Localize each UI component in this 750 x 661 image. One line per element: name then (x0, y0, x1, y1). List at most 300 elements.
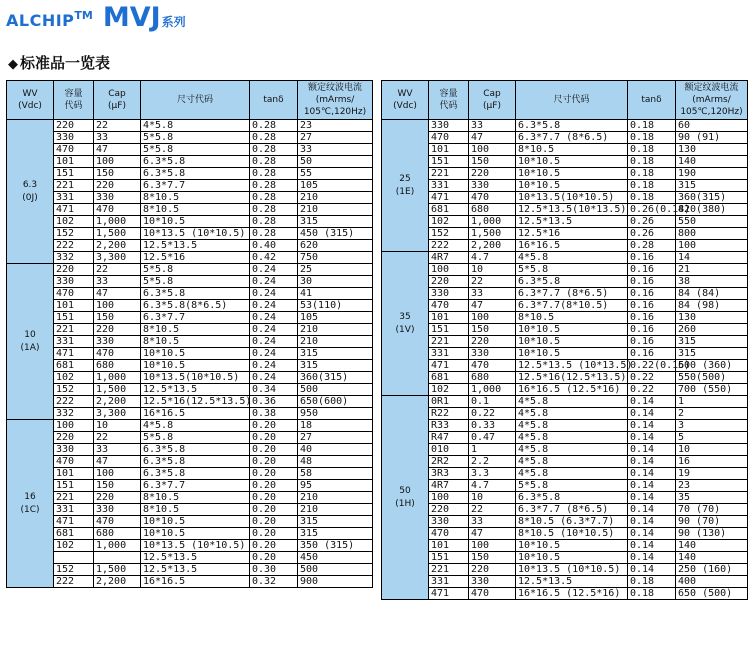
voltage-code: (0J) (22, 192, 38, 203)
cell-size: 10*10.5 (516, 168, 628, 180)
cell-code: 471 (429, 588, 469, 600)
cell-ripple: 130 (676, 312, 748, 324)
table-row (7, 576, 373, 588)
cell-code: 471 (54, 348, 94, 360)
cell-tan: 0.20 (250, 468, 298, 480)
cell-size: 12.5*16 (516, 228, 628, 240)
cell-tan: 0.16 (628, 336, 676, 348)
table-row (382, 324, 748, 336)
cell-ripple: 360(315) (298, 372, 373, 384)
cell-cap: 330 (94, 192, 141, 204)
cell-code: 332 (54, 408, 94, 420)
cell-code: 102 (54, 540, 94, 552)
cell-ripple: 19 (676, 468, 748, 480)
table-row (382, 396, 748, 408)
cell-size: 6.3*5.8 (141, 168, 250, 180)
cell-ripple: 38 (676, 276, 748, 288)
cell-ripple: 90 (130) (676, 528, 748, 540)
cell-tan: 0.42 (250, 252, 298, 264)
cell-code: 102 (54, 216, 94, 228)
cell-size: 10*10.5 (516, 324, 628, 336)
cell-tan: 0.28 (250, 168, 298, 180)
table-row (382, 576, 748, 588)
table-row (382, 192, 748, 204)
cell-tan: 0.22(0.16) (628, 360, 676, 372)
cell-ripple: 450 (315) (298, 228, 373, 240)
table-header-row (7, 81, 373, 120)
cell-ripple: 190 (676, 168, 748, 180)
cell-cap: 150 (94, 312, 141, 324)
cell-code: 221 (54, 324, 94, 336)
cell-tan: 0.38 (250, 408, 298, 420)
cell-ripple: 70 (70) (676, 504, 748, 516)
cell-tan: 0.24 (250, 276, 298, 288)
cell-cap: 1,500 (94, 564, 141, 576)
cell-tan: 0.20 (250, 516, 298, 528)
cell-tan: 0.34 (250, 384, 298, 396)
cell-ripple: 900 (298, 576, 373, 588)
cell-code: 151 (54, 312, 94, 324)
table-row (7, 396, 373, 408)
cell-size: 6.3*5.8 (516, 492, 628, 504)
cell-size: 5*5.8 (141, 144, 250, 156)
cell-ripple: 700 (550) (676, 384, 748, 396)
brand-logo (6, 2, 186, 36)
header-wv: WV (Vdc) (382, 81, 429, 120)
cell-size: 10*10.5 (141, 360, 250, 372)
cell-ripple: 210 (298, 204, 373, 216)
cell-cap: 3,300 (94, 252, 141, 264)
cell-cap: 33 (94, 132, 141, 144)
cell-tan: 0.14 (628, 552, 676, 564)
table-row (7, 336, 373, 348)
table-row (382, 300, 748, 312)
table-row (7, 420, 373, 432)
cell-ripple: 23 (298, 120, 373, 132)
voltage-code: (1V) (395, 324, 415, 335)
cell-ripple: 10 (676, 444, 748, 456)
cell-size: 6.3*5.8 (516, 276, 628, 288)
cell-cap: 22 (94, 120, 141, 132)
cell-ripple: 33 (298, 144, 373, 156)
cell-code: 221 (429, 168, 469, 180)
cell-size: 5*5.8 (516, 480, 628, 492)
cell-ripple: 260 (676, 324, 748, 336)
table-row (7, 492, 373, 504)
cell-tan: 0.14 (628, 444, 676, 456)
table-row (7, 240, 373, 252)
table-row (382, 240, 748, 252)
cell-cap: 1,500 (94, 228, 141, 240)
cell-cap: 1,000 (469, 384, 516, 396)
cell-size: 4*5.8 (516, 444, 628, 456)
cell-code: 470 (429, 300, 469, 312)
cell-code: 101 (54, 156, 94, 168)
cell-code: 331 (429, 348, 469, 360)
table-row (7, 120, 373, 132)
table-row (7, 504, 373, 516)
cell-code: 470 (429, 132, 469, 144)
cell-size: 10*13.5 (10*10.5) (141, 228, 250, 240)
cell-size: 8*10.5 (10*10.5) (516, 528, 628, 540)
cell-code: 681 (429, 204, 469, 216)
cell-code: 470 (54, 456, 94, 468)
table-row (382, 156, 748, 168)
table-row (382, 384, 748, 396)
header-tan: tanδ (628, 81, 676, 120)
cell-size: 8*10.5 (141, 492, 250, 504)
table-row (382, 528, 748, 540)
cell-tan: 0.30 (250, 564, 298, 576)
cell-code: 102 (429, 216, 469, 228)
cell-tan: 0.14 (628, 540, 676, 552)
table-row (382, 216, 748, 228)
cell-size: 12.5*13.5 (141, 240, 250, 252)
cell-cap: 150 (469, 552, 516, 564)
cell-cap: 470 (469, 588, 516, 600)
cell-size: 10*10.5 (516, 552, 628, 564)
diamond-icon: ◆ (8, 57, 18, 72)
cell-cap: 22 (469, 276, 516, 288)
cell-cap: 47 (94, 144, 141, 156)
cell-tan: 0.14 (628, 396, 676, 408)
cell-size: 10*13.5(10*10.5) (141, 372, 250, 384)
cell-size: 4*5.8 (141, 420, 250, 432)
cell-cap: 10 (94, 420, 141, 432)
cell-cap: 470 (94, 348, 141, 360)
cell-code: 151 (429, 156, 469, 168)
table-row (382, 144, 748, 156)
series-name: MVJ (102, 2, 161, 33)
cell-ripple: 18 (298, 420, 373, 432)
table-row (382, 492, 748, 504)
cell-tan: 0.26 (628, 228, 676, 240)
cell-cap: 150 (469, 156, 516, 168)
cell-size: 6.3*7.7 (8*6.5) (516, 504, 628, 516)
section-title (8, 52, 110, 73)
table-row (7, 348, 373, 360)
cell-size: 6.3*7.7 (141, 180, 250, 192)
cell-tan: 0.32 (250, 576, 298, 588)
cell-tan: 0.14 (628, 492, 676, 504)
cell-size: 6.3*5.8(8*6.5) (141, 300, 250, 312)
cell-tan: 0.16 (628, 300, 676, 312)
cell-code: 152 (54, 564, 94, 576)
cell-size: 8*10.5 (6.3*7.7) (516, 516, 628, 528)
cell-ripple: 400 (676, 576, 748, 588)
cell-size: 6.3*7.7 (8*6.5) (516, 132, 628, 144)
cell-ripple: 35 (676, 492, 748, 504)
cell-code: 681 (54, 528, 94, 540)
cell-size: 8*10.5 (141, 324, 250, 336)
cell-ripple: 25 (298, 264, 373, 276)
cell-code: 330 (54, 132, 94, 144)
cell-code: 151 (429, 324, 469, 336)
cell-ripple: 315 (298, 516, 373, 528)
table-row (7, 300, 373, 312)
cell-size: 12.5*13.5(10*13.5) (516, 204, 628, 216)
voltage-value: 16 (24, 491, 36, 502)
cell-size: 4*5.8 (516, 396, 628, 408)
table-row (382, 480, 748, 492)
cell-code: 220 (54, 264, 94, 276)
header-code: 容量 代码 (429, 81, 469, 120)
cell-cap: 10 (469, 264, 516, 276)
cell-cap: 220 (469, 168, 516, 180)
cell-code: R22 (429, 408, 469, 420)
cell-code: 470 (54, 144, 94, 156)
cell-size: 10*10.5 (516, 336, 628, 348)
cell-code: 221 (429, 564, 469, 576)
cell-ripple: 130 (676, 144, 748, 156)
cell-ripple: 53(110) (298, 300, 373, 312)
table-row (7, 168, 373, 180)
voltage-value: 50 (399, 485, 411, 496)
cell-code: 100 (54, 420, 94, 432)
cell-ripple: 3 (676, 420, 748, 432)
cell-cap: 470 (469, 360, 516, 372)
cell-tan: 0.16 (628, 324, 676, 336)
cell-tan: 0.18 (628, 120, 676, 132)
table-row (7, 456, 373, 468)
cell-tan: 0.18 (628, 144, 676, 156)
cell-size: 10*10.5 (141, 348, 250, 360)
voltage-value: 35 (399, 311, 411, 322)
cell-size: 16*16.5 (141, 576, 250, 588)
table-row (7, 228, 373, 240)
table-row (7, 528, 373, 540)
cell-cap: 1,000 (94, 372, 141, 384)
voltage-code: (1A) (20, 342, 40, 353)
cell-size: 6.3*5.8 (141, 468, 250, 480)
cell-size: 16*16.5 (12.5*16) (516, 588, 628, 600)
cell-cap: 1,000 (94, 540, 141, 552)
cell-ripple: 84 (98) (676, 300, 748, 312)
header-tan: tanδ (250, 81, 298, 120)
cell-ripple: 315 (298, 216, 373, 228)
table-row (382, 372, 748, 384)
cell-ripple: 950 (298, 408, 373, 420)
cell-ripple: 50 (298, 156, 373, 168)
cell-cap: 2,200 (94, 576, 141, 588)
voltage-value: 25 (399, 173, 411, 184)
cell-code: 220 (429, 276, 469, 288)
table-row (7, 372, 373, 384)
cell-code: 471 (54, 516, 94, 528)
cell-cap: 100 (469, 540, 516, 552)
cell-code: 681 (54, 360, 94, 372)
cell-size: 5*5.8 (141, 276, 250, 288)
cell-ripple: 210 (298, 192, 373, 204)
cell-size: 8*10.5 (141, 336, 250, 348)
table-row (7, 384, 373, 396)
cell-code: 101 (429, 312, 469, 324)
cell-size: 10*10.5 (141, 216, 250, 228)
cell-size: 6.3*5.8 (516, 120, 628, 132)
cell-code: 222 (54, 396, 94, 408)
cell-tan: 0.14 (628, 408, 676, 420)
header-size: 尺寸代码 (516, 81, 628, 120)
cell-code (54, 552, 94, 564)
table-row (7, 264, 373, 276)
cell-cap: 22 (469, 504, 516, 516)
table-row (382, 288, 748, 300)
cell-cap: 330 (94, 504, 141, 516)
table-row (382, 564, 748, 576)
cell-ripple: 90 (91) (676, 132, 748, 144)
cell-size: 12.5*13.5 (516, 576, 628, 588)
cell-cap: 33 (469, 516, 516, 528)
table-row (7, 204, 373, 216)
cell-tan: 0.14 (628, 516, 676, 528)
cell-ripple: 16 (676, 456, 748, 468)
cell-size: 8*10.5 (141, 504, 250, 516)
cell-tan: 0.24 (250, 300, 298, 312)
cell-code: 101 (54, 300, 94, 312)
cell-tan: 0.20 (250, 480, 298, 492)
cell-ripple: 360(315) (676, 192, 748, 204)
cell-size: 8*10.5 (141, 204, 250, 216)
cell-code: R47 (429, 432, 469, 444)
cell-cap: 33 (469, 120, 516, 132)
cell-cap: 150 (469, 324, 516, 336)
cell-cap: 2.2 (469, 456, 516, 468)
cell-cap: 2,200 (94, 240, 141, 252)
table-row (382, 120, 748, 132)
cell-ripple: 210 (298, 504, 373, 516)
table-row (382, 444, 748, 456)
cell-code: 221 (429, 336, 469, 348)
cell-cap: 100 (469, 144, 516, 156)
series-suffix: 系列 (161, 15, 186, 29)
table-row (382, 276, 748, 288)
cell-ripple: 23 (676, 480, 748, 492)
table-row (382, 348, 748, 360)
cell-cap: 47 (94, 288, 141, 300)
cell-size: 5*5.8 (516, 264, 628, 276)
cell-code: 4R7 (429, 480, 469, 492)
cell-cap: 1,000 (469, 216, 516, 228)
cell-size: 10*10.5 (516, 180, 628, 192)
cell-cap: 150 (94, 480, 141, 492)
cell-ripple: 100 (676, 240, 748, 252)
cell-ripple: 450 (298, 552, 373, 564)
cell-cap: 2,200 (469, 240, 516, 252)
cell-size: 10*13.5 (10*10.5) (516, 564, 628, 576)
cell-code: 331 (54, 336, 94, 348)
table-row (7, 564, 373, 576)
spec-table-left (6, 80, 373, 588)
cell-cap: 0.47 (469, 432, 516, 444)
cell-cap: 330 (94, 336, 141, 348)
cell-tan: 0.20 (250, 492, 298, 504)
table-row (382, 468, 748, 480)
cell-ripple: 21 (676, 264, 748, 276)
voltage-group-cell (7, 264, 54, 420)
cell-cap: 100 (94, 300, 141, 312)
cell-cap: 330 (469, 348, 516, 360)
cell-cap: 47 (469, 528, 516, 540)
cell-size: 10*10.5 (141, 528, 250, 540)
cell-ripple: 500 (360) (676, 360, 748, 372)
table-row (382, 180, 748, 192)
cell-cap: 47 (469, 132, 516, 144)
cell-tan: 0.14 (628, 480, 676, 492)
cell-size: 4*5.8 (516, 468, 628, 480)
header-cap: Cap (μF) (94, 81, 141, 120)
cell-ripple: 40 (298, 444, 373, 456)
cell-code: 222 (54, 576, 94, 588)
cell-code: 010 (429, 444, 469, 456)
cell-code: 101 (429, 540, 469, 552)
cell-tan: 0.24 (250, 288, 298, 300)
cell-tan: 0.16 (628, 312, 676, 324)
voltage-value: 6.3 (22, 179, 38, 190)
cell-code: 330 (429, 516, 469, 528)
cell-cap: 470 (469, 192, 516, 204)
cell-tan: 0.20 (250, 528, 298, 540)
cell-ripple: 30 (298, 276, 373, 288)
table-row (382, 264, 748, 276)
table-row (7, 468, 373, 480)
cell-code: 4R7 (429, 252, 469, 264)
cell-cap: 680 (94, 360, 141, 372)
cell-size: 4*5.8 (141, 120, 250, 132)
cell-code: 221 (54, 180, 94, 192)
table-row (382, 360, 748, 372)
table-row (7, 132, 373, 144)
cell-cap: 220 (94, 324, 141, 336)
table-row (7, 312, 373, 324)
cell-code: 102 (54, 372, 94, 384)
cell-ripple: 5 (676, 432, 748, 444)
cell-cap: 47 (94, 456, 141, 468)
cell-cap: 470 (94, 516, 141, 528)
cell-code: 471 (54, 204, 94, 216)
table-row (382, 132, 748, 144)
cell-code: 330 (429, 120, 469, 132)
cell-size: 12.5*13.5 (141, 552, 250, 564)
cell-tan: 0.14 (628, 504, 676, 516)
table-row (7, 444, 373, 456)
cell-code: 152 (429, 228, 469, 240)
cell-tan: 0.18 (628, 168, 676, 180)
cell-ripple: 315 (298, 360, 373, 372)
cell-tan: 0.16 (628, 264, 676, 276)
cell-tan: 0.28 (250, 228, 298, 240)
cell-size: 8*10.5 (516, 144, 628, 156)
cell-ripple: 27 (298, 132, 373, 144)
table-row (7, 432, 373, 444)
cell-ripple: 140 (676, 552, 748, 564)
cell-ripple: 95 (298, 480, 373, 492)
table-row (7, 360, 373, 372)
cell-cap: 1,500 (469, 228, 516, 240)
cell-ripple: 14 (676, 252, 748, 264)
cell-tan: 0.24 (250, 312, 298, 324)
cell-size: 10*13.5 (10*10.5) (141, 540, 250, 552)
cell-ripple: 420(380) (676, 204, 748, 216)
cell-code: 470 (54, 288, 94, 300)
cell-tan: 0.24 (250, 264, 298, 276)
cell-tan: 0.14 (628, 564, 676, 576)
cell-size: 12.5*13.5 (516, 216, 628, 228)
table-row (382, 228, 748, 240)
cell-code: 152 (54, 228, 94, 240)
cell-size: 10*10.5 (516, 348, 628, 360)
header-ripple: 额定纹波电流 (mArms/ 105℃,120Hz) (298, 81, 373, 120)
cell-code: 100 (429, 492, 469, 504)
